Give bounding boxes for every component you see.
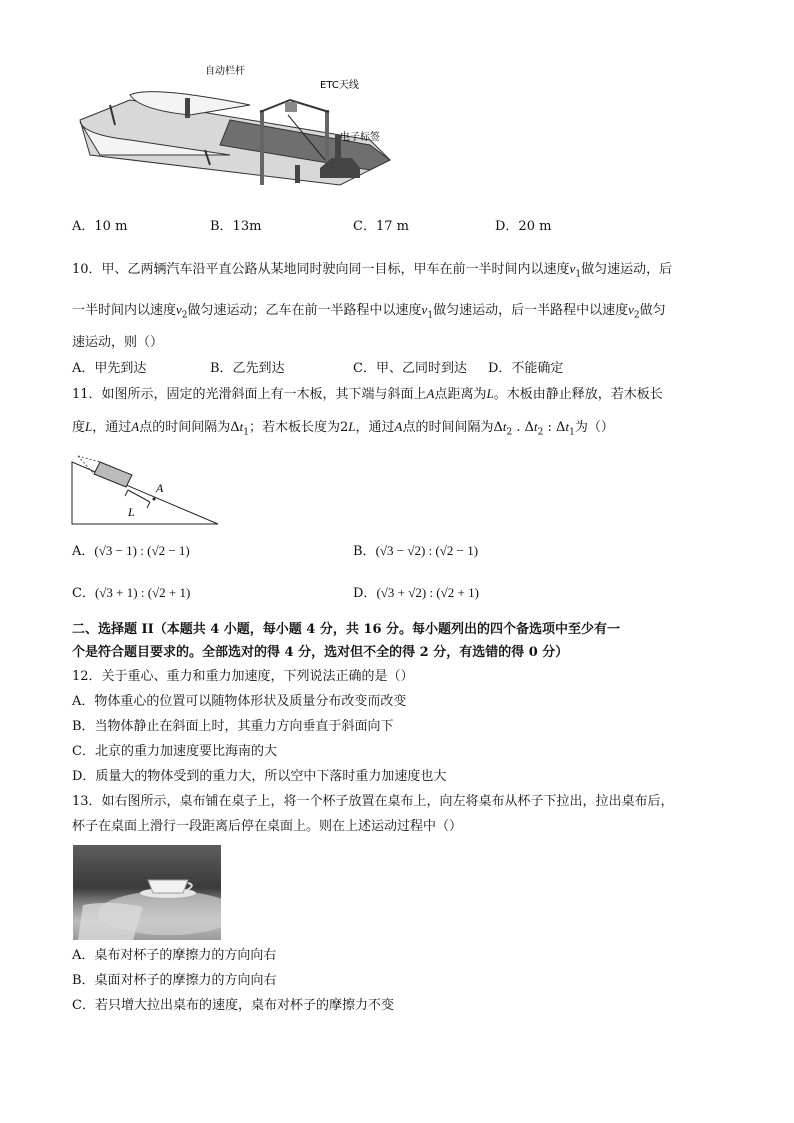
q10-line2: 一半时间内以速度$v_2$做匀速运动；乙车在前一半路程中以速度$v_1$做匀速运动，后一半路程中以速度$v_2$做匀	[72, 302, 666, 321]
q13-option-b: B．桌面对杯子的摩擦力的方向向右	[72, 973, 277, 988]
q9-option-d: D．20 m	[495, 219, 552, 234]
q9-option-b: B．13m	[210, 219, 262, 234]
q10-line1: 10．甲、乙两辆汽车沿平直公路从某地同时驶向同一目标，甲车在前一半时间内以速度$v_1$做匀速运动，后	[72, 261, 673, 280]
q11-option-b: B．(√3 − √2) : (√2 − 1)	[353, 543, 479, 559]
q10-line3: 速运动，则（）	[72, 335, 164, 350]
q11-line1: 11．如图所示，固定的光滑斜面上有一木板，其下端与斜面上A点距离为L。木板由静止释放，若木板长	[72, 386, 663, 402]
q13-line1: 13．如右图所示，桌布铺在桌子上，将一个杯子放置在桌布上，向左将桌布从杯子下拉出，拉出桌布后，	[72, 794, 674, 809]
q11-option-c: C．(√3 + 1) : (√2 + 1)	[72, 585, 191, 601]
tablecloth-photo	[73, 845, 221, 940]
incline-label-l: L	[128, 505, 135, 519]
q11-line2: 度L，通过A点的时间间隔为$\Delta t_1$；若木板长度为2L，通过A点的时间间隔为$\Delta t_2$ . $\Delta t_2$ : $\Delta t_1$为（）	[72, 419, 614, 438]
incline-figure	[70, 452, 220, 527]
etc-figure	[70, 60, 400, 195]
q13-line2: 杯子在桌面上滑行一段距离后停在桌面上。则在上述运动过程中（）	[72, 819, 463, 834]
label-etc-antenna: ETC天线	[320, 80, 359, 91]
q9-option-c: C．17 m	[353, 219, 409, 234]
q11-option-a: A．(√3 − 1) : (√2 − 1)	[72, 543, 190, 559]
q11-option-d: D．(√3 + √2) : (√2 + 1)	[353, 585, 479, 601]
q12-option-b: B．当物体静止在斜面上时，其重力方向垂直于斜面向下	[72, 719, 394, 734]
section2-heading-line1: 二、选择题 II（本题共 4 小题，每小题 4 分，共 16 分。每小题列出的四个备选项中至少有一	[72, 622, 621, 637]
q12-stem: 12．关于重心、重力和重力加速度，下列说法正确的是（）	[72, 669, 414, 684]
q10-option-a: A．甲先到达	[72, 361, 147, 376]
label-auto-barrier: 自动栏杆	[205, 66, 245, 77]
q10-option-d: D．不能确定	[488, 361, 564, 376]
q12-option-a: A．物体重心的位置可以随物体形状及质量分布改变而改变	[72, 694, 407, 709]
q10-option-c: C．甲、乙同时到达	[353, 361, 467, 376]
q12-option-c: C．北京的重力加速度要比海南的大	[72, 744, 277, 759]
q12-option-d: D．质量大的物体受到的重力大，所以空中下落时重力加速度也大	[72, 769, 447, 784]
q13-option-a: A．桌布对杯子的摩擦力的方向向右	[72, 948, 277, 963]
q13-option-c: C．若只增大拉出桌布的速度，桌布对杯子的摩擦力不变	[72, 998, 394, 1013]
section2-heading-line2: 个是符合题目要求的。全部选对的得 4 分，选对但不全的得 2 分，有选错的得 0 分）	[72, 645, 569, 660]
q9-option-a: A．10 m	[72, 219, 128, 234]
q10-option-b: B．乙先到达	[210, 361, 285, 376]
label-electronic-tag: 电子标签	[340, 132, 380, 143]
incline-label-a: A	[156, 481, 164, 495]
